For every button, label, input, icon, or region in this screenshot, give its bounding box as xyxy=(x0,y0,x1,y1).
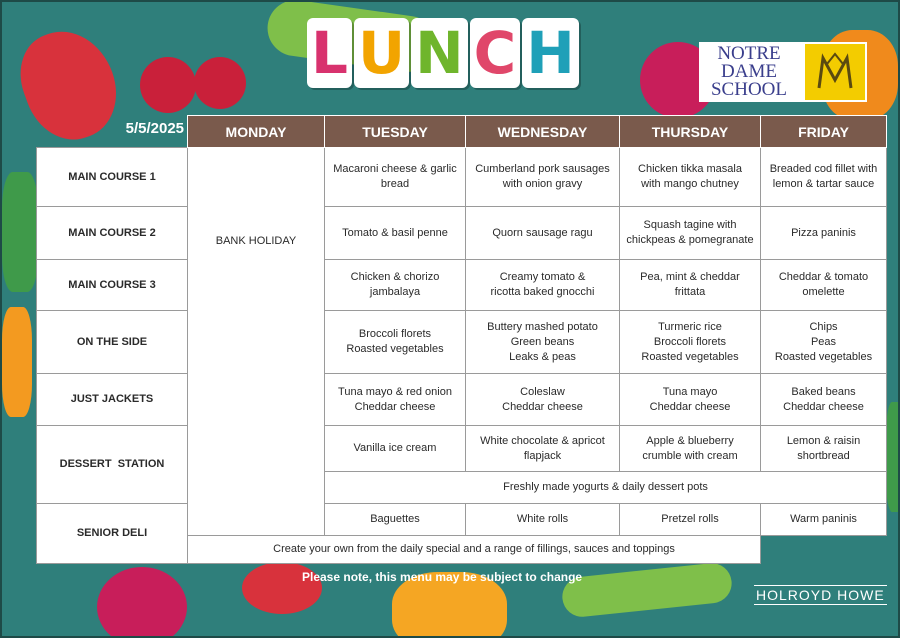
menu-item-line: Chips xyxy=(809,320,838,333)
day-header-friday: FRIDAY xyxy=(761,116,887,148)
title-letter: U xyxy=(354,18,409,88)
menu-cell xyxy=(466,148,620,207)
title-letter: N xyxy=(411,18,468,88)
school-name-line1: NOTRE xyxy=(717,43,781,64)
menu-item-line: Roasted vegetables xyxy=(774,350,873,363)
table-row xyxy=(37,374,887,426)
menu-item-line: Squash tagine with xyxy=(643,219,737,231)
leaves-right xyxy=(886,402,900,512)
beetroot-bottom-left xyxy=(97,567,187,638)
menu-cell xyxy=(620,260,761,311)
menu-cell xyxy=(761,260,887,311)
table-row xyxy=(37,311,887,374)
menu-item-line: Apple & blueberry xyxy=(646,434,734,447)
menu-cell xyxy=(325,148,466,207)
table-row xyxy=(37,504,887,536)
day-header-wednesday: WEDNESDAY xyxy=(466,116,620,148)
menu-cell xyxy=(620,207,761,260)
menu-cell xyxy=(761,426,887,472)
table-row xyxy=(37,260,887,311)
day-header-monday: MONDAY xyxy=(188,116,325,148)
footer-note: Please note, this menu may be subject to change xyxy=(302,570,583,584)
menu-cell xyxy=(466,426,620,472)
menu-item-line: flapjack xyxy=(523,449,562,462)
menu-item-line: omelette xyxy=(802,286,845,298)
orange-pepper-left xyxy=(2,307,32,417)
menu-item-line: Tuna mayo xyxy=(662,385,718,398)
crest-monogram-icon xyxy=(813,50,857,94)
menu-date: 5/5/2025 xyxy=(125,120,184,137)
title-letter: C xyxy=(470,18,521,88)
menu-item-line: Quorn sausage ragu xyxy=(492,226,593,239)
menu-item-line: Cheddar cheese xyxy=(502,400,583,413)
menu-item-line: Creamy tomato & xyxy=(499,271,586,283)
weekly-menu-table xyxy=(36,115,887,564)
school-name-line3: SCHOOL xyxy=(710,79,787,100)
menu-item-line: Baked beans xyxy=(791,385,856,398)
menu-item-line: jambalaya xyxy=(369,286,421,298)
menu-cell xyxy=(325,311,466,374)
menu-cell xyxy=(325,374,466,426)
lunch-title xyxy=(307,18,579,88)
menu-cell xyxy=(466,374,620,426)
cherries-illustration-2 xyxy=(194,57,246,109)
menu-item-line: Cumberland pork sausages xyxy=(475,163,610,175)
menu-item-line: Warm paninis xyxy=(790,513,857,525)
menu-item-line: Pizza paninis xyxy=(791,226,856,239)
menu-cell xyxy=(620,311,761,374)
school-name xyxy=(699,45,799,99)
menu-item-line: Lemon & raisin xyxy=(786,434,861,447)
row-label: DESSERT STATION xyxy=(37,426,188,504)
menu-item-line: Tuna mayo & red onion xyxy=(338,385,452,398)
menu-cell xyxy=(620,374,761,426)
row-label: MAIN COURSE 3 xyxy=(37,260,188,311)
menu-item-line: Cheddar cheese xyxy=(354,400,436,413)
title-letter: H xyxy=(522,18,579,88)
cherries-illustration xyxy=(140,57,196,113)
menu-cell xyxy=(761,374,887,426)
menu-item-line: White rolls xyxy=(516,513,569,525)
menu-item-line: Cheddar cheese xyxy=(649,400,731,413)
menu-item-line: Broccoli florets xyxy=(653,335,727,348)
table-row xyxy=(37,148,887,207)
table-row xyxy=(37,426,887,472)
menu-item-line: frittata xyxy=(674,286,706,298)
menu-cell xyxy=(620,426,761,472)
menu-item-line: Chicken tikka masala xyxy=(638,163,742,175)
title-letter: L xyxy=(307,18,352,88)
table-row xyxy=(37,207,887,260)
school-name-line2: DAME xyxy=(721,61,777,82)
menu-item-line: Buttery mashed potato xyxy=(487,320,598,333)
menu-item-line: Coleslaw xyxy=(520,385,565,398)
menu-item-line: chickpeas & pomegranate xyxy=(626,234,754,246)
menu-item-line: Roasted vegetables xyxy=(346,343,444,355)
menu-cell xyxy=(325,504,466,536)
menu-item-line: shortbread xyxy=(797,449,850,462)
menu-item-line: lemon & tartar sauce xyxy=(772,178,875,190)
menu-cell xyxy=(325,426,466,472)
school-crest-icon xyxy=(805,44,865,100)
menu-cell xyxy=(466,260,620,311)
menu-item-line: Tomato & basil penne xyxy=(342,226,448,239)
menu-cell xyxy=(466,311,620,374)
menu-cell xyxy=(761,311,887,374)
menu-item-line: Breaded cod fillet with xyxy=(769,163,878,175)
menu-item-line: Cheddar cheese xyxy=(783,400,864,413)
menu-cell xyxy=(761,504,887,536)
menu-item-line: Leaks & peas xyxy=(509,350,576,363)
menu-item-line: Green beans xyxy=(510,335,575,348)
menu-item-line: Peas xyxy=(810,335,837,348)
leaves-illustration xyxy=(2,172,38,292)
menu-item-line: Roasted vegetables xyxy=(641,350,739,363)
menu-item-line: Chicken & chorizo xyxy=(350,271,440,283)
daily-dessert-cell: Freshly made yogurts & daily dessert pots xyxy=(325,472,887,504)
row-label: MAIN COURSE 1 xyxy=(37,148,188,207)
row-label: SENIOR DELI xyxy=(37,504,188,564)
menu-item-line: ricotta baked gnocchi xyxy=(490,286,595,298)
day-header-thursday: THURSDAY xyxy=(620,116,761,148)
menu-item-line: Pretzel rolls xyxy=(661,513,719,525)
menu-item-line: Broccoli florets xyxy=(358,328,432,340)
row-label: JUST JACKETS xyxy=(37,374,188,426)
school-logo xyxy=(699,42,867,102)
day-header-tuesday: TUESDAY xyxy=(325,116,466,148)
menu-item-line: Cheddar & tomato xyxy=(778,271,869,283)
row-label: MAIN COURSE 2 xyxy=(37,207,188,260)
menu-item-line: with mango chutney xyxy=(641,178,739,190)
menu-item-line: Pea, mint & cheddar xyxy=(640,271,740,283)
menu-item-line: White chocolate & apricot xyxy=(480,434,605,447)
menu-item-line: Baguettes xyxy=(370,513,420,525)
senior-deli-daily-cell: Create your own from the daily special and a range of fillings, sauces and toppings xyxy=(188,536,761,564)
menu-cell xyxy=(466,207,620,260)
menu-item-line: bread xyxy=(380,178,410,190)
menu-cell xyxy=(761,207,887,260)
menu-item-line: Macaroni cheese & garlic xyxy=(333,163,457,175)
menu-item-line: Vanilla ice cream xyxy=(353,442,437,454)
menu-item-line: Turmeric rice xyxy=(658,320,722,333)
brand-logo: HOLROYD HOWE xyxy=(756,587,885,603)
menu-cell xyxy=(620,148,761,207)
menu-cell xyxy=(325,207,466,260)
menu-cell xyxy=(325,260,466,311)
menu-item-line: crumble with cream xyxy=(642,449,738,462)
menu-cell xyxy=(761,148,887,207)
menu-cell xyxy=(620,504,761,536)
menu-cell xyxy=(466,504,620,536)
row-label: ON THE SIDE xyxy=(37,311,188,374)
monday-bank-holiday-cell xyxy=(188,148,325,536)
courgette-bottom xyxy=(560,561,733,619)
bank-holiday-label: BANK HOLIDAY xyxy=(215,235,297,247)
menu-item-line: with onion gravy xyxy=(502,178,583,190)
